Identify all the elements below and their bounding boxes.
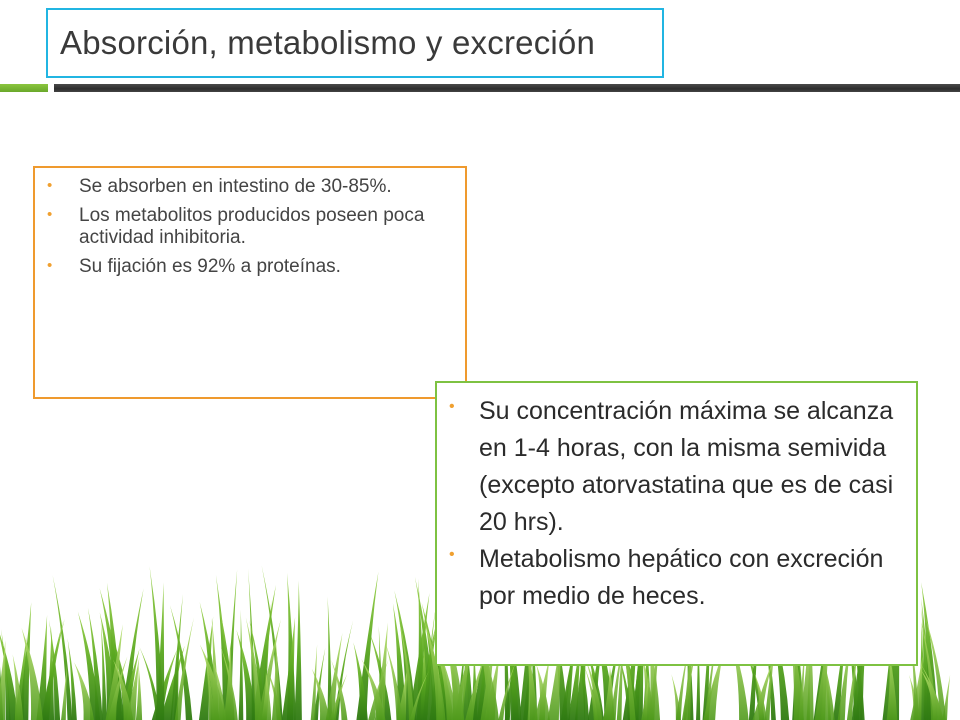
list-item xyxy=(45,176,455,198)
left-bullet-list xyxy=(45,176,455,285)
right-bullet-list xyxy=(449,393,909,615)
bullet-text: Los metabolitos producidos poseen poca actividad inhibitoria. xyxy=(79,205,425,248)
list-item xyxy=(45,256,455,278)
bullet-icon: • xyxy=(47,206,53,223)
list-item xyxy=(449,393,909,541)
grass-blade xyxy=(0,640,5,720)
bullet-icon: • xyxy=(449,546,455,563)
bullet-icon: • xyxy=(47,177,53,194)
grass-blade xyxy=(46,628,54,720)
bullet-text: Se absorben en intestino de 30-85%. xyxy=(79,176,392,197)
grass-blade xyxy=(294,581,302,720)
slide-title: Absorción, metabolismo y excreción xyxy=(60,24,596,61)
list-item xyxy=(449,541,909,615)
grass-blade xyxy=(239,610,244,720)
list-item xyxy=(45,205,455,249)
bullet-text: Su concentración máxima se alcanza en 1-4 horas, con la misma semivida (excepto atorvastatina que es de casi 20 hrs). xyxy=(479,397,894,536)
left-text-box[interactable] xyxy=(33,166,467,399)
title-rule-bar xyxy=(54,84,960,92)
title-box[interactable] xyxy=(46,8,664,78)
right-text-box[interactable] xyxy=(435,381,918,666)
bullet-icon: • xyxy=(449,398,455,415)
bullet-text: Metabolismo hepático con excreción por medio de heces. xyxy=(479,545,884,610)
title-rule-accent xyxy=(0,84,48,92)
bullet-text: Su fijación es 92% a proteínas. xyxy=(79,256,341,277)
bullet-icon: • xyxy=(47,257,53,274)
